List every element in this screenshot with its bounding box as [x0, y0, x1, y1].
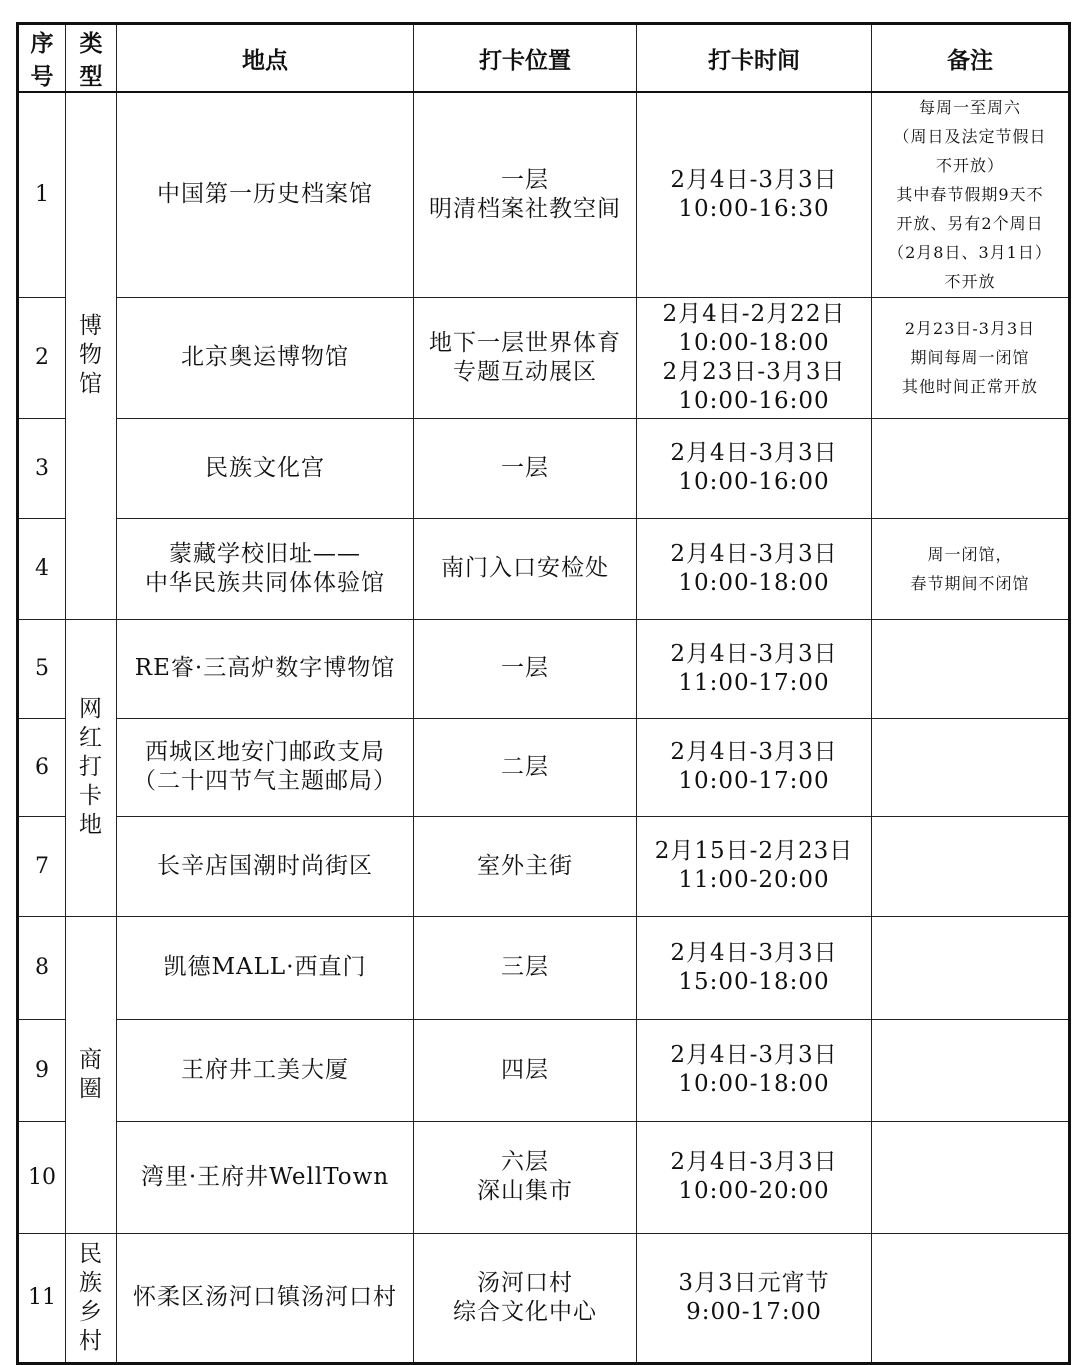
remark-cell — [872, 1233, 1070, 1363]
cell-line: 其他时间正常开放 — [901, 377, 1038, 396]
vertical-char: 圈 — [79, 1075, 103, 1102]
cell-line: 明清档案社教空间 — [429, 195, 621, 222]
vertical-char: 序 — [30, 30, 54, 57]
row-number: 2 — [18, 297, 66, 418]
row-number: 9 — [18, 1019, 66, 1121]
row-number: 3 — [18, 418, 66, 518]
cell-line: 10:00-18:00 — [678, 1071, 830, 1097]
cell-line: 四层 — [501, 1056, 549, 1083]
cell-line: 10:00-18:00 — [678, 329, 830, 356]
vertical-char: 类 — [79, 30, 103, 57]
header-location: 打卡位置 — [414, 24, 637, 93]
cell-line: 汤河口村 — [477, 1269, 573, 1296]
cell-line: 一层 — [501, 655, 549, 681]
remark-cell — [872, 1121, 1070, 1233]
cell-line: 期间每周一闭馆 — [910, 348, 1030, 367]
cell-line: 西城区地安门邮政支局 — [145, 739, 385, 765]
time-cell — [637, 619, 872, 718]
vertical-char: 博 — [79, 313, 103, 340]
place-cell: 民族文化宫 — [117, 418, 414, 518]
vertical-char: 地 — [79, 812, 103, 838]
cell-line: 2月23日-3月3日 — [662, 358, 846, 385]
cell-line: 10:00-16:00 — [678, 387, 830, 414]
row-number: 11 — [18, 1233, 66, 1363]
vertical-char: 乡 — [79, 1298, 103, 1325]
vertical-char: 号 — [30, 63, 54, 90]
category-cell — [66, 619, 117, 916]
category-label — [79, 1046, 103, 1104]
cell-line: （周日及法定节假日 — [893, 127, 1047, 147]
row-number: 1 — [18, 92, 66, 297]
table-row — [18, 92, 1070, 297]
cell-line: 11:00-20:00 — [678, 867, 830, 893]
remark-cell — [872, 518, 1070, 619]
remark-cell — [872, 297, 1070, 418]
cell-line: 2月4日-2月22日 — [662, 300, 846, 327]
row-number: 6 — [18, 718, 66, 816]
time-cell — [637, 916, 872, 1019]
time-cell — [637, 1019, 872, 1121]
table-row — [18, 1233, 1070, 1363]
row-number: 5 — [18, 619, 66, 718]
table-row — [18, 916, 1070, 1019]
remark-cell — [872, 816, 1070, 916]
cell-line: 不开放 — [944, 272, 996, 292]
category-label — [79, 695, 103, 840]
remark-cell — [872, 718, 1070, 816]
table-row — [18, 816, 1070, 916]
cell-line: 15:00-18:00 — [678, 968, 830, 995]
place-cell: 中国第一历史档案馆 — [117, 92, 414, 297]
category-label — [79, 1240, 103, 1356]
location-cell — [414, 92, 637, 297]
vertical-char: 网 — [79, 696, 103, 722]
category-cell — [66, 1233, 117, 1363]
cell-line: 专题互动展区 — [453, 358, 597, 385]
cell-line: 六层 — [501, 1149, 549, 1175]
vertical-char: 物 — [79, 342, 103, 369]
location-cell — [414, 1233, 637, 1363]
vertical-char: 型 — [79, 63, 103, 90]
location-cell — [414, 1121, 637, 1233]
time-cell — [637, 92, 872, 297]
time-cell — [637, 297, 872, 418]
location-cell — [414, 418, 637, 518]
cell-line: （二十四节气主题邮局） — [133, 768, 397, 794]
time-cell — [637, 518, 872, 619]
cell-line: 周一闭馆， — [927, 544, 1013, 564]
row-number: 7 — [18, 816, 66, 916]
table-row — [18, 1019, 1070, 1121]
cell-line: 11:00-17:00 — [678, 669, 830, 696]
cell-line: （2月8日、3月1日） — [888, 243, 1052, 263]
table-row — [18, 297, 1070, 418]
cell-line: 开放、另有2个周日 — [896, 214, 1044, 234]
vertical-char: 民 — [79, 1240, 103, 1267]
row-number: 4 — [18, 518, 66, 619]
cell-line: 深山集市 — [477, 1178, 573, 1204]
cell-line: 其中春节假期9天不 — [896, 185, 1044, 205]
cell-line: 10:00-17:00 — [678, 768, 830, 794]
cell-line: 地下一层世界体育 — [429, 329, 621, 356]
cell-line: 一层 — [501, 454, 549, 481]
vertical-char: 打 — [79, 754, 103, 780]
place-cell — [117, 518, 414, 619]
vertical-char: 族 — [79, 1269, 103, 1296]
place-cell: 湾里·王府井WellTown — [117, 1121, 414, 1233]
cell-line: 中华民族共同体体验馆 — [145, 569, 385, 596]
cell-line: 2月4日-3月3日 — [670, 1042, 838, 1068]
place-cell: 长辛店国潮时尚街区 — [117, 816, 414, 916]
cell-line: 2月4日-3月3日 — [670, 1149, 838, 1175]
cell-line: 每周一至周六 — [918, 98, 1021, 118]
cell-line: 春节期间不闭馆 — [910, 573, 1030, 593]
cell-line: 10:00-18:00 — [678, 569, 830, 596]
header-row — [18, 24, 1070, 93]
vertical-char: 卡 — [79, 783, 103, 809]
header-place: 地点 — [117, 24, 414, 93]
time-cell — [637, 718, 872, 816]
category-label — [79, 312, 103, 399]
remark-cell — [872, 619, 1070, 718]
location-cell — [414, 916, 637, 1019]
row-number: 8 — [18, 916, 66, 1019]
time-cell — [637, 1121, 872, 1233]
table-row — [18, 418, 1070, 518]
cell-line: 2月15日-2月23日 — [654, 838, 854, 864]
cell-line: 综合文化中心 — [453, 1298, 597, 1325]
place-cell: 北京奥运博物馆 — [117, 297, 414, 418]
header-remark: 备注 — [872, 24, 1070, 93]
table-row — [18, 619, 1070, 718]
remark-cell — [872, 418, 1070, 518]
table-row — [18, 1121, 1070, 1233]
header-type — [66, 24, 117, 93]
remark-cell — [872, 916, 1070, 1019]
category-cell — [66, 916, 117, 1233]
cell-line: 2月4日-3月3日 — [670, 166, 838, 193]
header-index — [18, 24, 66, 93]
place-cell: 怀柔区汤河口镇汤河口村 — [117, 1233, 414, 1363]
location-cell — [414, 619, 637, 718]
header-index-text — [31, 25, 54, 91]
table-row — [18, 718, 1070, 816]
time-cell — [637, 1233, 872, 1363]
place-cell: 王府井工美大厦 — [117, 1019, 414, 1121]
checkin-table-wrapper — [16, 22, 1071, 1365]
time-cell — [637, 418, 872, 518]
location-cell — [414, 816, 637, 916]
cell-line: 三层 — [501, 954, 549, 980]
table-row — [18, 518, 1070, 619]
cell-line: 室外主街 — [477, 852, 573, 879]
cell-line: 10:00-16:00 — [678, 469, 830, 495]
vertical-char: 村 — [79, 1327, 103, 1354]
cell-line: 2月4日-3月3日 — [670, 640, 838, 667]
row-number: 10 — [18, 1121, 66, 1233]
cell-line: 二层 — [501, 753, 549, 780]
category-cell — [66, 92, 117, 619]
cell-line: 不开放） — [935, 156, 1004, 176]
header-time: 打卡时间 — [637, 24, 872, 93]
location-cell — [414, 718, 637, 816]
cell-line: 10:00-16:30 — [678, 195, 830, 222]
cell-line: 2月23日-3月3日 — [904, 319, 1036, 338]
cell-line: 2月4日-3月3日 — [670, 540, 838, 567]
cell-line: 2月4日-3月3日 — [670, 739, 838, 765]
remark-cell — [872, 1019, 1070, 1121]
cell-line: 蒙藏学校旧址—— — [169, 540, 361, 567]
time-cell — [637, 816, 872, 916]
location-cell — [414, 518, 637, 619]
place-cell — [117, 718, 414, 816]
place-cell: RE睿·三高炉数字博物馆 — [117, 619, 414, 718]
vertical-char: 红 — [79, 725, 103, 751]
cell-line: 2月4日-3月3日 — [670, 939, 838, 966]
cell-line: 2月4日-3月3日 — [670, 440, 838, 466]
location-cell — [414, 1019, 637, 1121]
checkin-table — [16, 22, 1071, 1365]
place-cell: 凯德MALL·西直门 — [117, 916, 414, 1019]
cell-line: 南门入口安检处 — [441, 555, 609, 581]
cell-line: 一层 — [501, 166, 549, 193]
vertical-char: 商 — [79, 1046, 103, 1073]
location-cell — [414, 297, 637, 418]
remark-cell — [872, 92, 1070, 297]
cell-line: 9:00-17:00 — [686, 1298, 822, 1325]
vertical-char: 馆 — [79, 371, 103, 398]
cell-line: 10:00-20:00 — [678, 1178, 830, 1204]
header-type-text — [80, 25, 103, 91]
cell-line: 3月3日元宵节 — [678, 1269, 830, 1296]
